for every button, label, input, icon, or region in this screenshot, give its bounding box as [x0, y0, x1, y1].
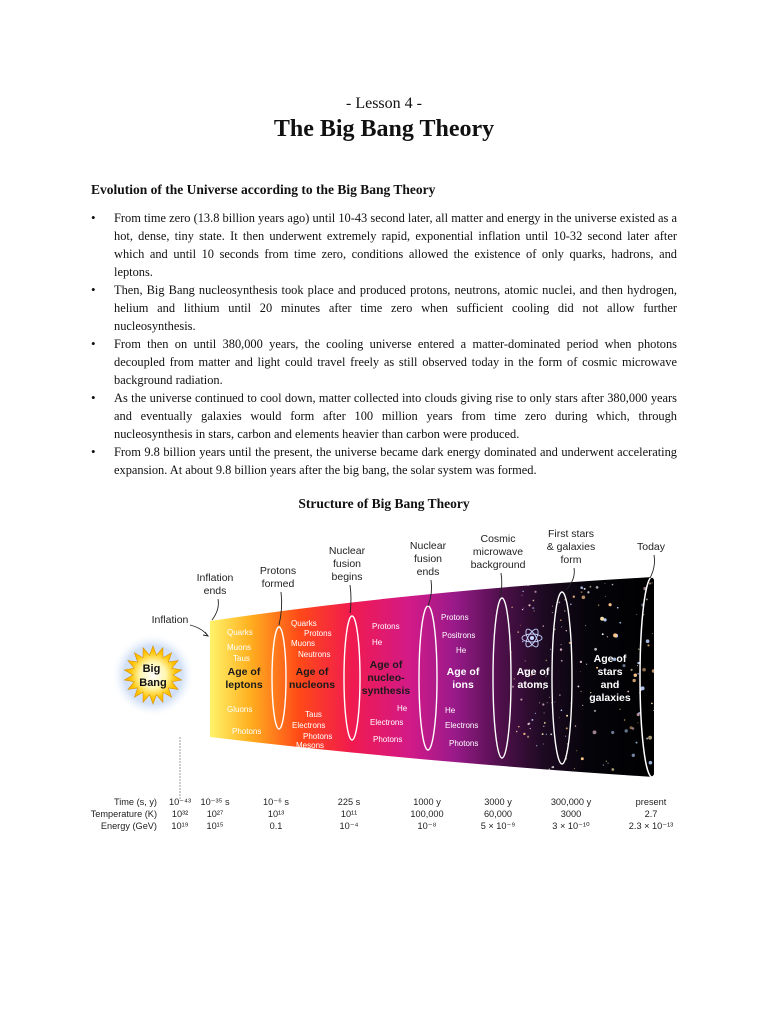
star: [552, 606, 553, 607]
age-label: Age of nucleons: [288, 666, 336, 691]
star: [582, 705, 583, 706]
particle-label: Quarks: [291, 619, 317, 628]
scale-row-label: Temperature (K): [90, 809, 157, 819]
star: [583, 774, 584, 775]
star: [581, 591, 583, 593]
star: [581, 757, 584, 760]
star: [543, 625, 544, 626]
star: [522, 591, 523, 592]
milestone-label: Cosmic microwave background: [470, 533, 526, 571]
star: [547, 702, 548, 703]
big-bang-timeline-diagram: [80, 522, 690, 842]
particle-label: Protons: [441, 613, 469, 622]
particle-label: Protons: [372, 622, 400, 631]
particle-label: He: [445, 706, 456, 715]
star: [633, 679, 636, 682]
milestone-label: Nuclear fusion begins: [328, 545, 366, 583]
star: [554, 702, 555, 703]
star: [561, 660, 563, 662]
star: [598, 604, 600, 606]
scale-value: 300,000 y: [550, 797, 592, 807]
particle-label: Photons: [449, 739, 479, 748]
star: [517, 631, 519, 633]
star: [585, 625, 586, 626]
scale-value: 10¹¹: [340, 809, 358, 819]
scale-value: 100,000: [410, 809, 444, 819]
star: [575, 725, 576, 726]
star: [634, 673, 637, 676]
star: [564, 610, 565, 611]
age-label: Age of atoms: [516, 666, 550, 691]
star: [566, 727, 568, 729]
star: [647, 644, 649, 646]
star: [567, 743, 568, 744]
star: [651, 582, 652, 583]
scale-value: 2.7: [644, 809, 658, 819]
star: [520, 699, 522, 701]
star: [653, 710, 654, 711]
star: [636, 614, 637, 615]
star: [619, 709, 620, 710]
universe-expansion-cone: [210, 577, 654, 777]
scale-value: 2.3 × 10⁻¹³: [628, 821, 674, 831]
milestone-label: Today: [636, 541, 666, 553]
star: [518, 726, 520, 728]
scale-value: 10¹⁹: [171, 821, 189, 831]
star: [560, 620, 561, 621]
star: [637, 665, 638, 666]
bullet-item: • From 9.8 billion years until the present, the universe became dark energy dominated and underwent accelerating expansion. At about 9.8 billion years after the big bang, the solar system was formed.: [91, 443, 677, 479]
star: [577, 685, 579, 687]
star: [593, 730, 597, 734]
star: [550, 733, 552, 735]
star: [573, 596, 575, 598]
star: [511, 607, 512, 608]
star: [520, 625, 521, 626]
star: [527, 736, 529, 738]
star: [531, 771, 532, 772]
star: [642, 668, 646, 672]
star: [528, 604, 530, 606]
star: [532, 607, 534, 609]
star: [646, 737, 648, 739]
star: [523, 733, 525, 735]
star: [576, 750, 577, 751]
diagram-title: Structure of Big Bang Theory: [298, 496, 470, 511]
scale-value: 10⁻³⁵ s: [200, 797, 230, 807]
star: [542, 703, 544, 705]
scale-value: 3000 y: [484, 797, 512, 807]
star: [525, 660, 526, 661]
particle-label: Electrons: [292, 721, 326, 730]
star: [566, 630, 567, 631]
star: [594, 648, 597, 651]
star: [652, 669, 656, 673]
star: [544, 722, 546, 724]
star: [536, 745, 537, 746]
star: [551, 766, 553, 768]
scale-value: 5 × 10⁻⁹: [480, 821, 516, 831]
star: [533, 581, 535, 583]
star: [543, 726, 544, 727]
scale-value: 3000: [560, 809, 582, 819]
star: [574, 768, 575, 769]
star: [646, 639, 650, 643]
star: [549, 769, 551, 771]
scale-value: 10²⁷: [206, 809, 224, 819]
star: [580, 661, 582, 663]
particle-label: Photons: [303, 732, 333, 741]
star: [606, 761, 607, 762]
star: [535, 713, 536, 714]
star: [611, 731, 614, 734]
star: [637, 662, 639, 664]
age-label: Age of leptons: [225, 666, 263, 691]
particle-label: Photons: [232, 727, 262, 736]
star: [630, 726, 633, 729]
star: [550, 649, 551, 650]
scale-value: 3 × 10⁻¹⁰: [552, 821, 590, 831]
star: [544, 712, 545, 713]
scale-value: 10¹⁵: [206, 821, 224, 831]
star: [584, 588, 586, 590]
big-bang-label: Big Bang: [139, 663, 167, 689]
star: [582, 595, 586, 599]
star: [654, 584, 655, 585]
star: [529, 722, 531, 724]
particle-label: Gluons: [227, 705, 253, 714]
lesson-label: - Lesson 4 -: [346, 95, 422, 112]
scale-value: 10⁻⁴³: [168, 797, 192, 807]
star: [624, 775, 625, 776]
particle-label: He: [456, 646, 467, 655]
star: [646, 598, 648, 600]
star: [587, 591, 589, 593]
star: [602, 633, 604, 635]
inflation-arrow: [190, 625, 208, 636]
age-label: Age of stars and galaxies: [589, 653, 631, 704]
star: [550, 581, 552, 583]
scale-value: 225 s: [337, 797, 361, 807]
particle-label: Muons: [227, 643, 252, 652]
star: [580, 671, 581, 672]
section-heading: Evolution of the Universe according to the Big Bang Theory: [91, 182, 436, 197]
star: [561, 644, 562, 645]
star: [570, 604, 572, 606]
star: [580, 586, 583, 589]
milestone-label: Inflation ends: [196, 572, 234, 597]
bullet-item: • From time zero (13.8 billion years ago) until 10-43 second later, all matter and energy in the universe existed as a hot, dense, tiny state. It then underwent extremely rapid, exponential inflation until 10-32 second later after which and until 10 seconds from time zero, conditions allowed the existence of only quarks, hadrons, and leptons.: [91, 209, 677, 281]
age-label: Age of nucleo-synthesis: [361, 659, 411, 697]
star: [648, 736, 652, 740]
scale-value: 10³²: [171, 809, 189, 819]
star: [533, 600, 535, 602]
milestone-label: First stars & galaxies form: [546, 528, 596, 566]
particle-label: Mesons: [296, 741, 325, 750]
milestone-arrow: [350, 585, 351, 613]
milestone-arrow: [650, 555, 655, 578]
particle-label: Taus: [233, 654, 250, 663]
bullet-item: • As the universe continued to cool down, matter collected into clouds giving rise to only stars after 380,000 years and eventually galaxies would form after 100 million years from time zero during which, through nucleosynthesis in stars, carbon and elements heavier than carbon were produced.: [91, 389, 677, 443]
scale-value: 60,000: [483, 809, 513, 819]
bullet-item: • Then, Big Bang nucleosynthesis took place and produced protons, neutrons, atomic nuclei, and then hydrogen, helium and lithium until 20 minutes after time zero when sufficient cooling did not allow further nucleosynthesis.: [91, 281, 677, 335]
scale-row-label: Time (s, y): [113, 797, 157, 807]
star: [513, 678, 515, 680]
star: [637, 673, 639, 675]
star: [516, 731, 518, 733]
star: [559, 717, 560, 718]
star: [607, 763, 608, 764]
particle-label: Taus: [305, 710, 322, 719]
star: [594, 710, 596, 712]
star: [603, 765, 604, 766]
star: [559, 694, 560, 695]
star: [609, 603, 612, 606]
age-label: Age of ions: [446, 666, 480, 691]
scale-value: 10¹³: [267, 809, 285, 819]
star: [565, 736, 566, 737]
particle-label: He: [372, 638, 383, 647]
star: [512, 686, 514, 688]
star: [522, 641, 524, 643]
star: [649, 582, 651, 584]
star: [612, 584, 614, 586]
star: [604, 583, 605, 584]
star: [560, 648, 562, 650]
particle-label: He: [397, 704, 408, 713]
evolution-bullet-list: [91, 209, 677, 479]
star: [651, 703, 653, 705]
inflation-label: Inflation: [151, 614, 189, 626]
star: [638, 722, 639, 723]
star: [527, 584, 529, 586]
scale-value: present: [635, 797, 667, 807]
scale-value: 10⁻⁴: [339, 821, 359, 831]
timeline-scale: [91, 797, 674, 831]
star: [546, 734, 547, 735]
star: [596, 586, 599, 589]
star: [581, 691, 582, 692]
particle-label: Quarks: [227, 628, 253, 637]
star: [549, 697, 550, 698]
star: [625, 729, 628, 732]
star: [552, 612, 553, 613]
particle-label: Protons: [304, 629, 332, 638]
star: [607, 636, 608, 637]
star: [539, 702, 540, 703]
star: [589, 586, 591, 588]
milestone-arrow: [212, 599, 218, 620]
milestone-label: Protons formed: [259, 565, 297, 590]
star: [624, 719, 626, 721]
star: [521, 595, 522, 596]
star: [619, 622, 621, 624]
star: [649, 761, 653, 765]
star: [566, 715, 568, 717]
star: [530, 728, 531, 729]
star: [543, 743, 544, 744]
particle-label: Electrons: [445, 721, 479, 730]
star: [534, 610, 535, 611]
star: [638, 648, 640, 650]
star: [652, 633, 653, 634]
milestone-label: Nuclear fusion ends: [409, 540, 447, 578]
star: [558, 601, 560, 603]
star: [545, 660, 547, 662]
star: [611, 768, 614, 771]
star: [542, 733, 544, 735]
particle-label: Neutrons: [298, 650, 331, 659]
particle-label: Photons: [373, 735, 403, 744]
star: [522, 609, 523, 610]
star: [586, 664, 587, 665]
star: [617, 607, 619, 609]
particle-label: Muons: [291, 639, 316, 648]
star: [600, 617, 604, 621]
star: [534, 591, 536, 593]
particle-label: Positrons: [442, 631, 476, 640]
scale-value: 1000 y: [413, 797, 441, 807]
scale-row-label: Energy (GeV): [100, 821, 157, 831]
scale-value: 10⁻⁶ s: [263, 797, 289, 807]
star: [561, 709, 563, 711]
page-title: The Big Bang Theory: [273, 116, 495, 142]
star: [632, 754, 635, 757]
particle-label: Electrons: [370, 718, 404, 727]
star: [635, 742, 637, 744]
star: [523, 608, 524, 609]
star: [561, 626, 562, 627]
star: [531, 719, 533, 721]
star: [637, 713, 640, 716]
scale-value: 0.1: [269, 821, 283, 831]
star: [605, 596, 606, 597]
star: [631, 669, 633, 671]
star: [613, 633, 617, 637]
bullet-item: • From then on until 380,000 years, the cooling universe entered a matter-dominated period when photons decoupled from matter and light could travel freely as still observed today in the form of cosmic microwave background radiation.: [91, 335, 677, 389]
scale-value: 10⁻⁸: [417, 821, 437, 831]
